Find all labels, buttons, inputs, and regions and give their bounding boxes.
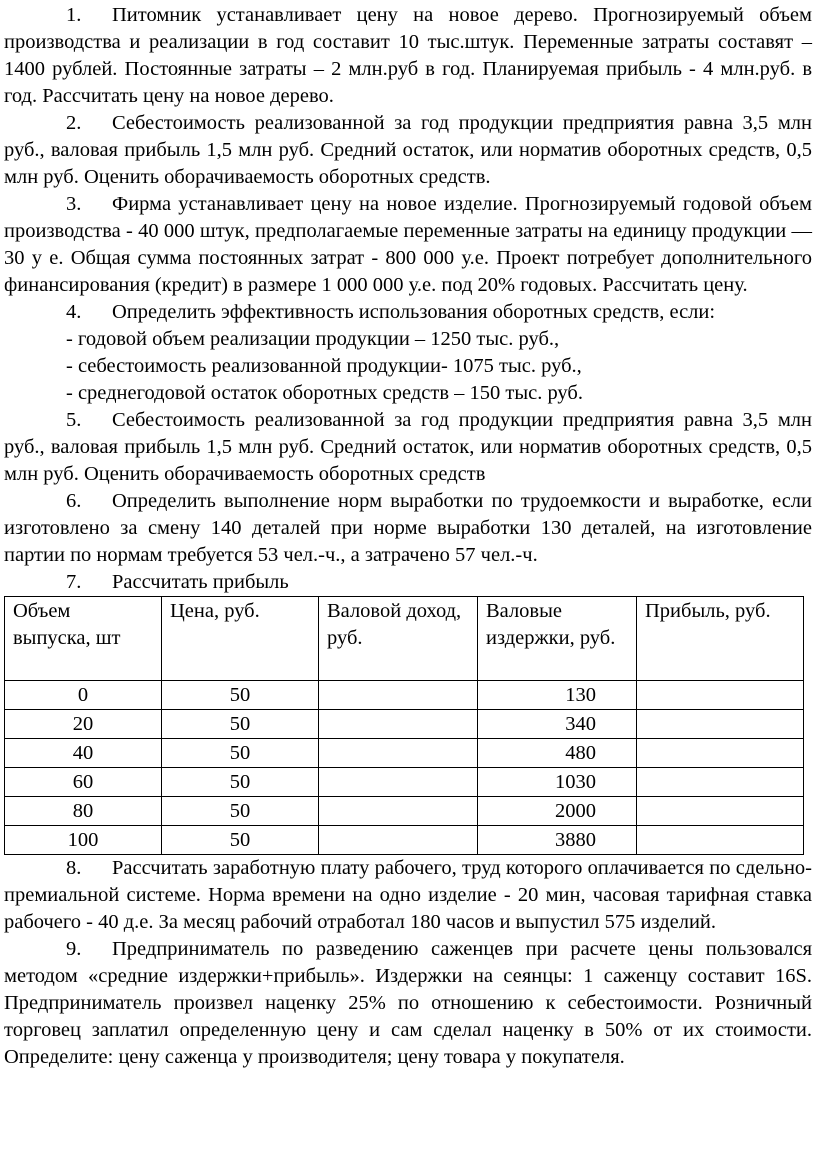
cell-price: 50 <box>162 681 319 710</box>
cell-volume: 40 <box>5 739 162 768</box>
table-header-row <box>5 597 804 681</box>
cell-gross-revenue <box>319 797 478 826</box>
task-4: 4. Определить эффективность использования оборотных средств, если: <box>66 301 716 323</box>
task-6: 6. Определить выполнение норм выработки по трудоемкости и выработке, если изготовлено за смену 140 деталей при норме выработки 130 деталей, на изготовление партии по нормам требуется 53 чел.-ч., а затрачено 57 чел.-ч. <box>4 490 812 566</box>
task-3: 3. Фирма устанавливает цену на новое изделие. Прогнозируемый годовой объем производства - 40 000 штук, предполагаемые переменные затраты на единицу продукции — 30 у е. Общая сумма постоянных затрат - 800 000 у.е. Проект потребует дополнительного финансирования (кредит) в размере 1 000 000 у.е. под 20% годовых. Рассчитать цену. <box>4 193 812 296</box>
table-row <box>5 739 804 768</box>
table-row <box>5 681 804 710</box>
profit-table-wrapper <box>12 596 812 855</box>
task-1: 1. Питомник устанавливает цену на новое дерево. Прогнозируемый объем производства и реализации в год составит 10 тыс.штук. Переменные затраты составят – 1400 рублей. Постоянные затраты – 2 млн.руб в год. Планируемая прибыль - 4 млн.руб. в год. Рассчитать цену на новое дерево. <box>4 4 812 107</box>
cell-profit <box>637 739 804 768</box>
task-8: 8. Рассчитать заработную плату рабочего, труд которого оплачивается по сдельно-премиальной системе. Норма времени на одно изделие - 20 мин, часовая тарифная ставка рабочего - 40 д.е. За месяц рабочий отработал 180 часов и выпустил 575 изделий. <box>4 857 812 933</box>
cell-price: 50 <box>162 768 319 797</box>
cell-gross-revenue <box>319 768 478 797</box>
cell-volume: 60 <box>5 768 162 797</box>
cell-volume: 20 <box>5 710 162 739</box>
header-price: Цена, руб. <box>162 597 319 681</box>
cell-gross-costs: 2000 <box>478 797 637 826</box>
task-4-bullet: - среднегодовой остаток оборотных средств – 150 тыс. руб. <box>66 382 583 404</box>
cell-gross-revenue <box>319 826 478 855</box>
profit-table <box>4 596 804 855</box>
task-9: 9. Предприниматель по разведению саженцев при расчете цены пользовался методом «средние издержки+прибыль». Издержки на сеянцы: 1 саженцу составит 16S. Предприниматель произвел наценку 25% по отношению к себестоимости. Розничный торговец заплатил определенную цену и сам сделал наценку в 50% от их стоимости. Определите: цену саженца у производителя; цену товара у покупателя. <box>4 938 812 1068</box>
cell-profit <box>637 768 804 797</box>
cell-volume: 0 <box>5 681 162 710</box>
cell-gross-costs: 340 <box>478 710 637 739</box>
header-profit: Прибыль, руб. <box>637 597 804 681</box>
task-2: 2. Себестоимость реализованной за год продукции предприятия равна 3,5 млн руб., валовая прибыль 1,5 млн руб. Средний остаток, или норматив оборотных средств, 0,5 млн руб. Оценить оборачиваемость оборотных средств. <box>4 112 812 188</box>
table-row <box>5 710 804 739</box>
cell-gross-costs: 480 <box>478 739 637 768</box>
task-5: 5. Себестоимость реализованной за год продукции предприятия равна 3,5 млн руб., валовая прибыль 1,5 млн руб. Средний остаток, или норматив оборотных средств, 0,5 млн руб. Оценить оборачиваемость оборотных средств <box>4 409 812 485</box>
cell-profit <box>637 681 804 710</box>
cell-price: 50 <box>162 739 319 768</box>
table-row <box>5 826 804 855</box>
cell-gross-costs: 1030 <box>478 768 637 797</box>
task-4-bullet: - себестоимость реализованной продукции- 1075 тыс. руб., <box>66 355 582 377</box>
cell-gross-revenue <box>319 681 478 710</box>
cell-profit <box>637 797 804 826</box>
cell-price: 50 <box>162 710 319 739</box>
table-row <box>5 797 804 826</box>
cell-gross-revenue <box>319 710 478 739</box>
cell-volume: 100 <box>5 826 162 855</box>
header-gross-costs: Валовые издержки, руб. <box>478 597 637 681</box>
cell-profit <box>637 710 804 739</box>
cell-gross-revenue <box>319 739 478 768</box>
cell-profit <box>637 826 804 855</box>
cell-volume: 80 <box>5 797 162 826</box>
task-7: 7. Рассчитать прибыль <box>66 571 289 593</box>
cell-gross-costs: 130 <box>478 681 637 710</box>
table-row <box>5 768 804 797</box>
header-volume: Объем выпуска, шт <box>5 597 162 681</box>
cell-price: 50 <box>162 797 319 826</box>
cell-gross-costs: 3880 <box>478 826 637 855</box>
cell-price: 50 <box>162 826 319 855</box>
task-4-bullet: - годовой объем реализации продукции – 1250 тыс. руб., <box>66 328 560 350</box>
header-gross-revenue: Валовой доход, руб. <box>319 597 478 681</box>
